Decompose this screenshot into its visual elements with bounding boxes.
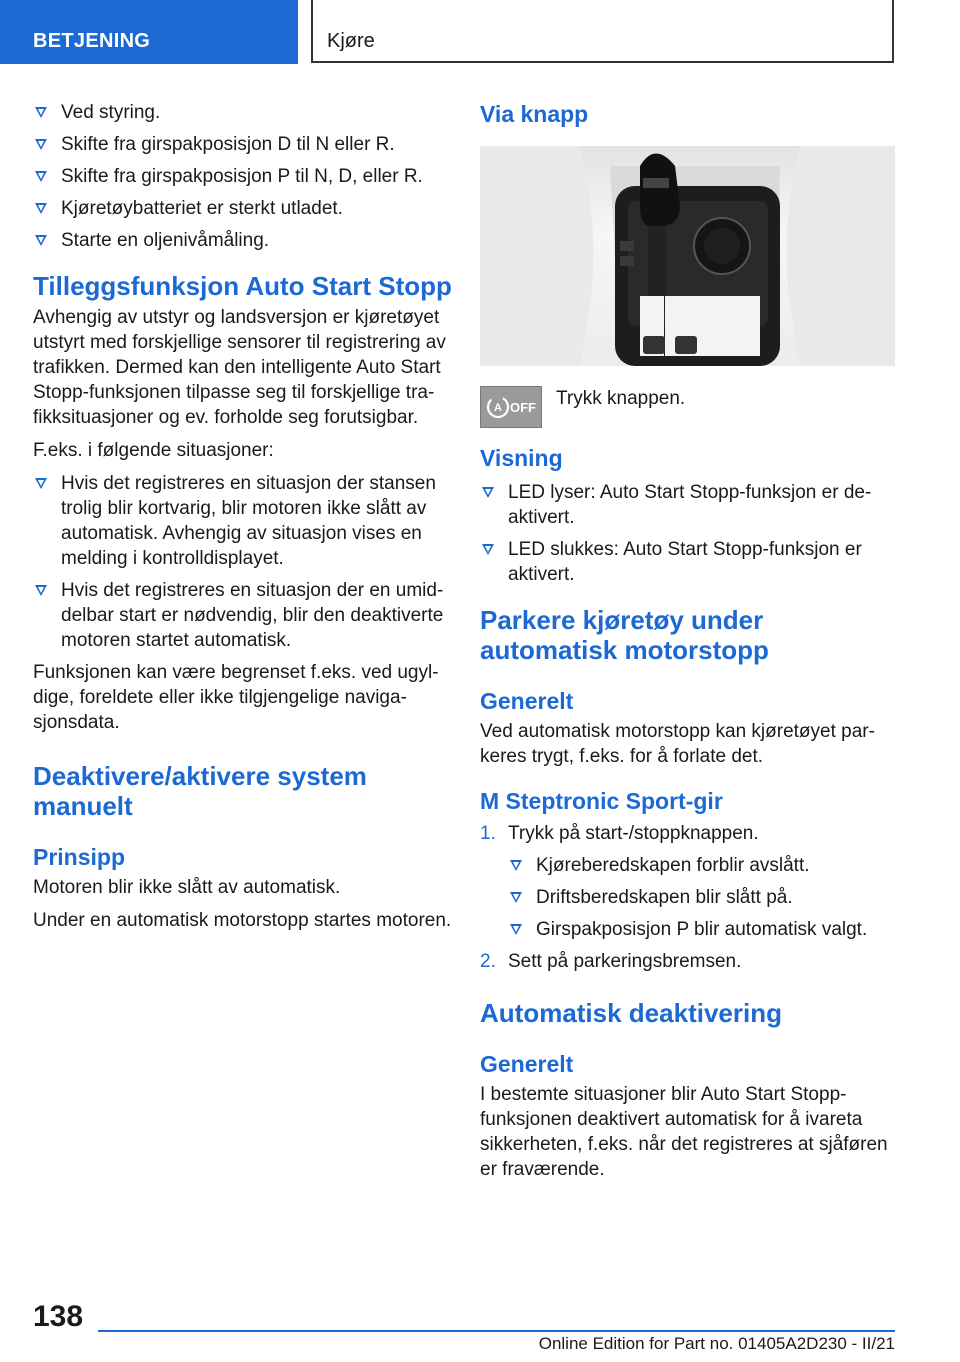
triangle-bullet-icon (35, 585, 47, 596)
section-tab (0, 0, 298, 64)
heading-auto-deaktivering: Automatisk deaktivering (480, 998, 782, 1028)
step-text: Trykk på start-/stoppknappen. (508, 823, 759, 844)
right-column (480, 100, 895, 1190)
triangle-bullet-icon (482, 487, 494, 498)
auto-start-stop-row (480, 386, 895, 436)
step-number: 1. (480, 823, 496, 844)
auto-start-stop-off-icon (480, 386, 542, 428)
step-substeps (508, 853, 895, 942)
list-item: Ved styring. (33, 100, 453, 125)
chapter-title: Kjøre (327, 30, 375, 52)
triangle-bullet-icon (35, 171, 47, 182)
heading-generelt-2: Generelt (480, 1051, 574, 1077)
page-number: 138 (33, 1300, 84, 1333)
list-item: Kjøretøybatteriet er sterkt utladet. (33, 196, 453, 221)
heading-deaktivere: Deaktivere/aktivere system manuelt (33, 761, 367, 821)
list-item: Starte en oljenivåmåling. (33, 228, 453, 253)
steps-list (480, 821, 895, 974)
list-item: Kjøreberedskapen forblir avslått. (508, 853, 895, 878)
triangle-bullet-icon (35, 203, 47, 214)
paragraph-auto-deactivate: I bestemte situasjoner blir Auto Start Stopp-funksjonen deaktivert automatisk for å ivareta sikkerheten, f.eks. når det registreres at sjåføren er fraværende. (480, 1084, 888, 1180)
triangle-bullet-icon (510, 892, 522, 903)
list-item: LED slukkes: Auto Start Stopp-funksjon er aktivert. (480, 537, 895, 587)
paragraph-park: Ved automatisk motorstopp kan kjøretøyet parkeres trygt, f.eks. for å forlate det. (480, 721, 875, 767)
heading-prinsipp: Prinsipp (33, 844, 126, 870)
step-item (480, 821, 895, 942)
step-text: Sett på parkeringsbremsen. (508, 951, 742, 972)
svg-text:OFF: OFF (510, 400, 536, 415)
center-console-image (480, 146, 895, 366)
situation-list (33, 471, 453, 653)
left-column (33, 100, 453, 941)
step-number: 2. (480, 951, 496, 972)
list-item: Skifte fra girspakposisjon P til N, D, eller R. (33, 164, 453, 189)
heading-generelt-1: Generelt (480, 688, 574, 714)
list-item: Hvis det registreres en situasjon der stansen trolig blir kortvarig, blir motoren ikke slått av automatisk. Avhengig av situasjon vises en melding i kontrolldisplayet. (33, 471, 453, 571)
paragraph-example: F.eks. i følgende situasjoner: (33, 440, 274, 461)
heading-visning: Visning (480, 445, 563, 471)
list-item: Driftsberedskapen blir slått på. (508, 885, 895, 910)
triangle-bullet-icon (510, 924, 522, 935)
paragraph-principle-2: Under en automatisk motorstopp startes motoren. (33, 910, 452, 931)
press-button-text: Trykk knappen. (556, 388, 686, 409)
chapter-tab (311, 0, 894, 63)
triangle-bullet-icon (510, 860, 522, 871)
heading-tilleggsfunksjon: Tilleggsfunksjon Auto Start Stopp (33, 271, 452, 301)
display-list (480, 480, 895, 587)
triangle-bullet-icon (35, 235, 47, 246)
footer-divider (98, 1330, 895, 1332)
paragraph-principle-1: Motoren blir ikke slått av automatisk. (33, 877, 341, 898)
paragraph-sensors: Avhengig av utstyr og landsversjon er kjøretøyet utstyrt med forskjellige sensorer til registrering av trafikken. Dermed kan den intelligente Auto Start Stopp-funksjonen tilpasse seg til forskjellige trafikksituasjoner og ev. forholde seg forutsigbar. (33, 307, 446, 428)
triangle-bullet-icon (35, 478, 47, 489)
heading-parkere: Parkere kjøretøy under automatisk motorstopp (480, 605, 769, 665)
trigger-list (33, 100, 453, 253)
svg-text:A: A (494, 402, 502, 414)
heading-steptronic: M Steptronic Sport-gir (480, 788, 723, 814)
triangle-bullet-icon (482, 544, 494, 555)
list-item: Girspakposisjon P blir automatisk valgt. (508, 917, 895, 942)
heading-via-knapp: Via knapp (480, 101, 589, 127)
list-item: Skifte fra girspakposisjon D til N eller R. (33, 132, 453, 157)
step-item (480, 949, 895, 974)
edition-note: Online Edition for Part no. 01405A2D230 - II/21 (538, 1334, 895, 1353)
triangle-bullet-icon (35, 107, 47, 118)
list-item: Hvis det registreres en situasjon der en umiddelbar start er nødvendig, blir den deaktiverte motoren startet automatisk. (33, 578, 453, 653)
list-item: LED lyser: Auto Start Stopp-funksjon er deaktivert. (480, 480, 895, 530)
triangle-bullet-icon (35, 139, 47, 150)
section-title: BETJENING (33, 30, 151, 52)
paragraph-limited: Funksjonen kan være begrenset f.eks. ved ugyldige, foreldete eller ikke tilgjengelige navigasjonsdata. (33, 662, 439, 733)
